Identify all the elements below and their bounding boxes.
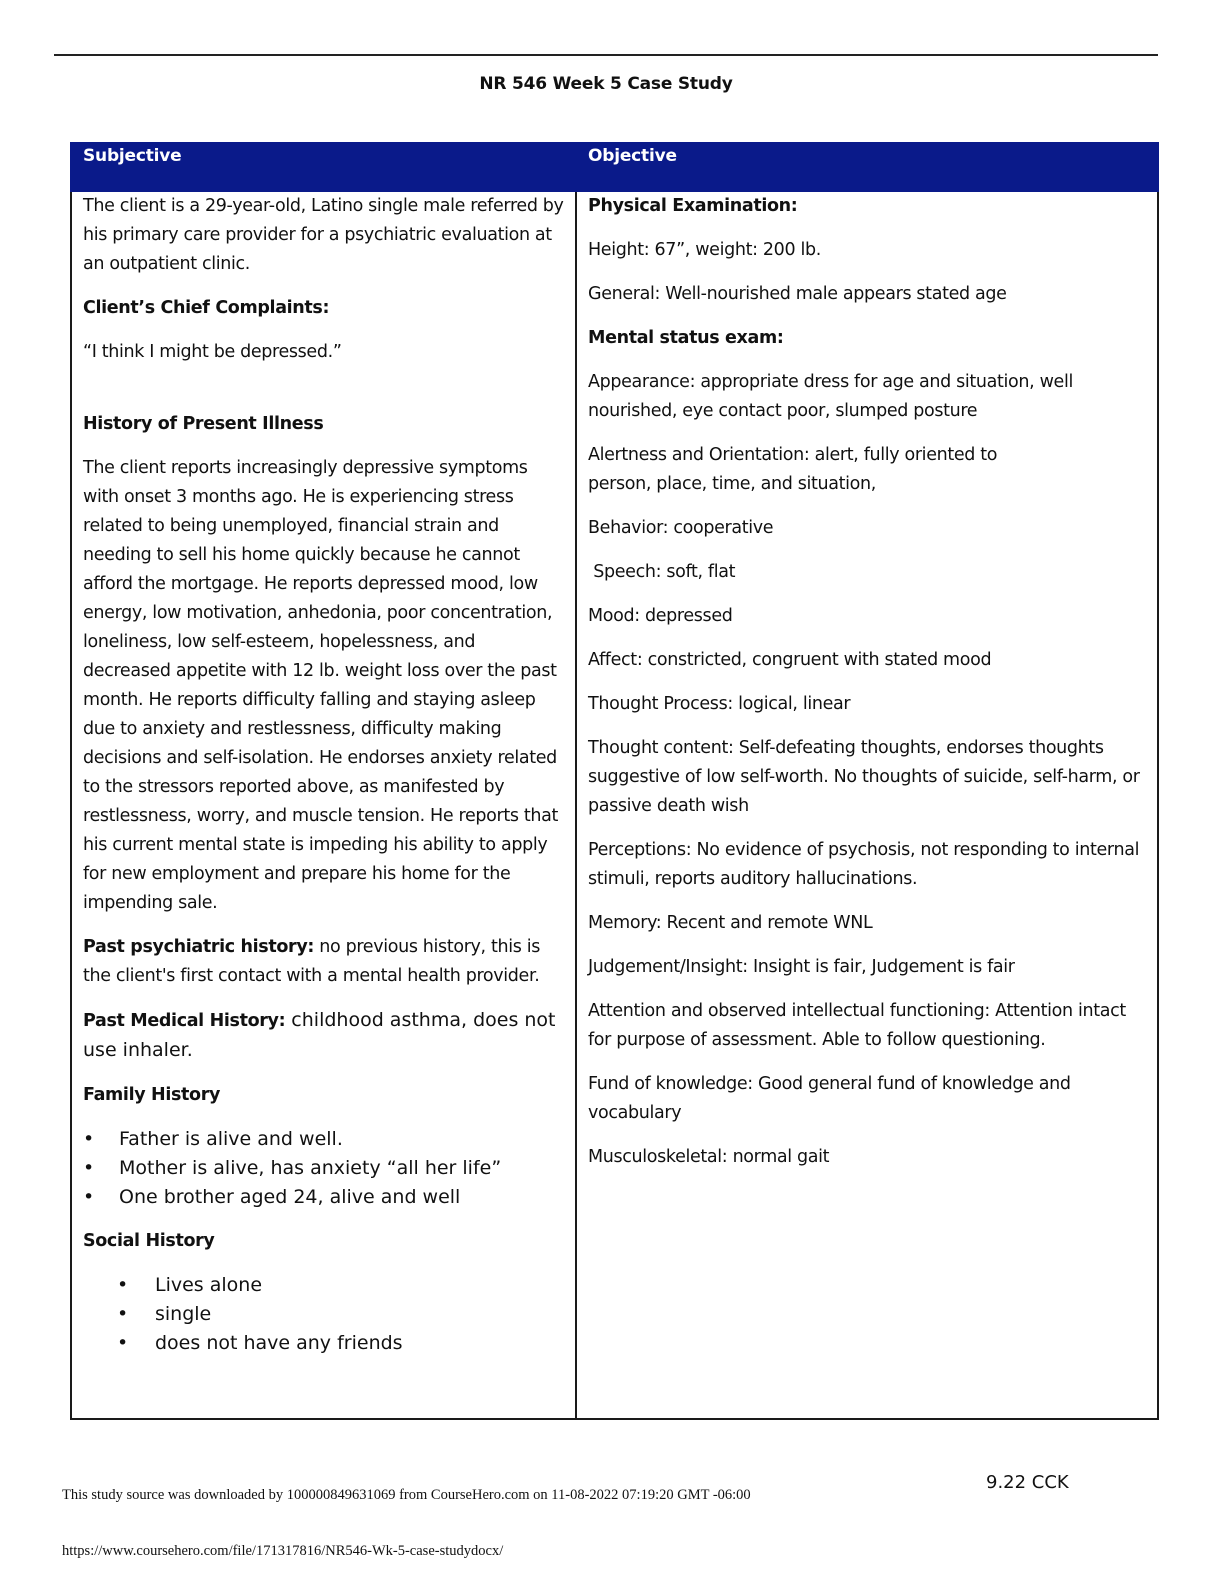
alertness-line-1: Alertness and Orientation: alert, fully oriented to (588, 445, 998, 465)
list-item: • does not have any friends (83, 1329, 565, 1358)
judgement-insight: Judgement/Insight: Insight is fair, Judgement is fair (588, 957, 1015, 977)
mse-heading: Mental status exam: (588, 328, 784, 348)
alertness-line-2: person, place, time, and situation, (588, 474, 876, 494)
hpi-text: The client reports increasingly depressive symptoms with onset 3 months ago. He is experiencing stress related to being unemployed, financial strain and needing to sell his home quickly because he cannot afford the mortgage. He reports depressed mood, low energy, low motivation, anhedonia, poor concentration, loneliness, low self-esteem, hopelessness, and decreased appetite with 12 lb. weight loss over the past month. He reports difficulty falling and staying asleep due to anxiety and restlessness, difficulty making decisions and self-isolation. He endorses anxiety related to the stressors reported above, as manifested by restlessness, worry, and muscle tension. He reports that his current mental state is impeding his ability to apply for new employment and prepare his home for the impending sale. (83, 458, 558, 913)
attention-intellect: Attention and observed intellectual functioning: Attention intact for purpose of assessment. Able to follow questioning. (588, 1001, 1126, 1050)
objective-header: Objective (576, 143, 1158, 191)
list-item: • One brother aged 24, alive and well (83, 1183, 565, 1212)
family-history-heading: Family History (83, 1085, 221, 1105)
past-medical-label: Past Medical History: (83, 1011, 286, 1031)
footer-note: 9.22 CCK (986, 1472, 1069, 1493)
past-medical-history (83, 1006, 565, 1066)
appearance: Appearance: appropriate dress for age and situation, well nourished, eye contact poor, slumped posture (588, 372, 1073, 421)
social-history-heading: Social History (83, 1231, 215, 1251)
alertness-orientation (588, 441, 1147, 499)
spacer (83, 382, 565, 410)
fund-of-knowledge: Fund of knowledge: Good general fund of knowledge and vocabulary (588, 1074, 1071, 1123)
affect: Affect: constricted, congruent with stated mood (588, 650, 992, 670)
document-title: NR 546 Week 5 Case Study (479, 74, 733, 94)
thought-content: Thought content: Self-defeating thoughts, endorses thoughts suggestive of low self-worth. No thoughts of suicide, self-harm, or passive death wish (588, 738, 1140, 816)
height-weight: Height: 67”, weight: 200 lb. (588, 240, 821, 260)
chief-complaint-quote: “I think I might be depressed.” (83, 342, 342, 362)
perceptions: Perceptions: No evidence of psychosis, not responding to internal stimuli, reports auditory hallucinations. (588, 840, 1140, 889)
subjective-header: Subjective (71, 143, 576, 191)
list-item: • Father is alive and well. (83, 1125, 565, 1154)
list-item: • single (83, 1300, 565, 1329)
client-intro: The client is a 29-year-old, Latino single male referred by his primary care provider for a psychiatric evaluation at an outpatient clinic. (83, 196, 564, 274)
past-medical-text: childhood asthma, does not use inhaler. (83, 1009, 556, 1061)
musculoskeletal: Musculoskeletal: normal gait (588, 1147, 830, 1167)
thought-process: Thought Process: logical, linear (588, 694, 851, 714)
top-horizontal-rule (54, 54, 1158, 56)
past-psychiatric-history (83, 933, 565, 991)
past-psych-label: Past psychiatric history: (83, 937, 315, 957)
speech: Speech: soft, flat (588, 562, 736, 582)
footer-source-text: This study source was downloaded by 100000849631069 from CourseHero.com on 11-08-2022 07:19:20 GMT -06:00 (62, 1487, 751, 1503)
general-exam: General: Well-nourished male appears stated age (588, 284, 1007, 304)
mood: Mood: depressed (588, 606, 733, 626)
case-study-table (70, 142, 1159, 1420)
list-item: • Mother is alive, has anxiety “all her life” (83, 1154, 565, 1183)
social-history-list (83, 1271, 565, 1358)
family-history-list (83, 1125, 565, 1212)
subjective-cell (71, 191, 576, 1419)
past-psych-text: no previous history, this is the client's first contact with a mental health provider. (83, 937, 540, 986)
list-item: • Lives alone (83, 1271, 565, 1300)
behavior: Behavior: cooperative (588, 518, 774, 538)
chief-complaints-heading: Client’s Chief Complaints: (83, 298, 330, 318)
footer-url-link[interactable]: https://www.coursehero.com/file/171317816/NR546-Wk-5-case-studydocx/ (62, 1543, 504, 1559)
physical-exam-heading: Physical Examination: (588, 196, 798, 216)
objective-cell (576, 191, 1158, 1419)
memory: Memory: Recent and remote WNL (588, 913, 873, 933)
hpi-heading: History of Present Illness (83, 414, 324, 434)
